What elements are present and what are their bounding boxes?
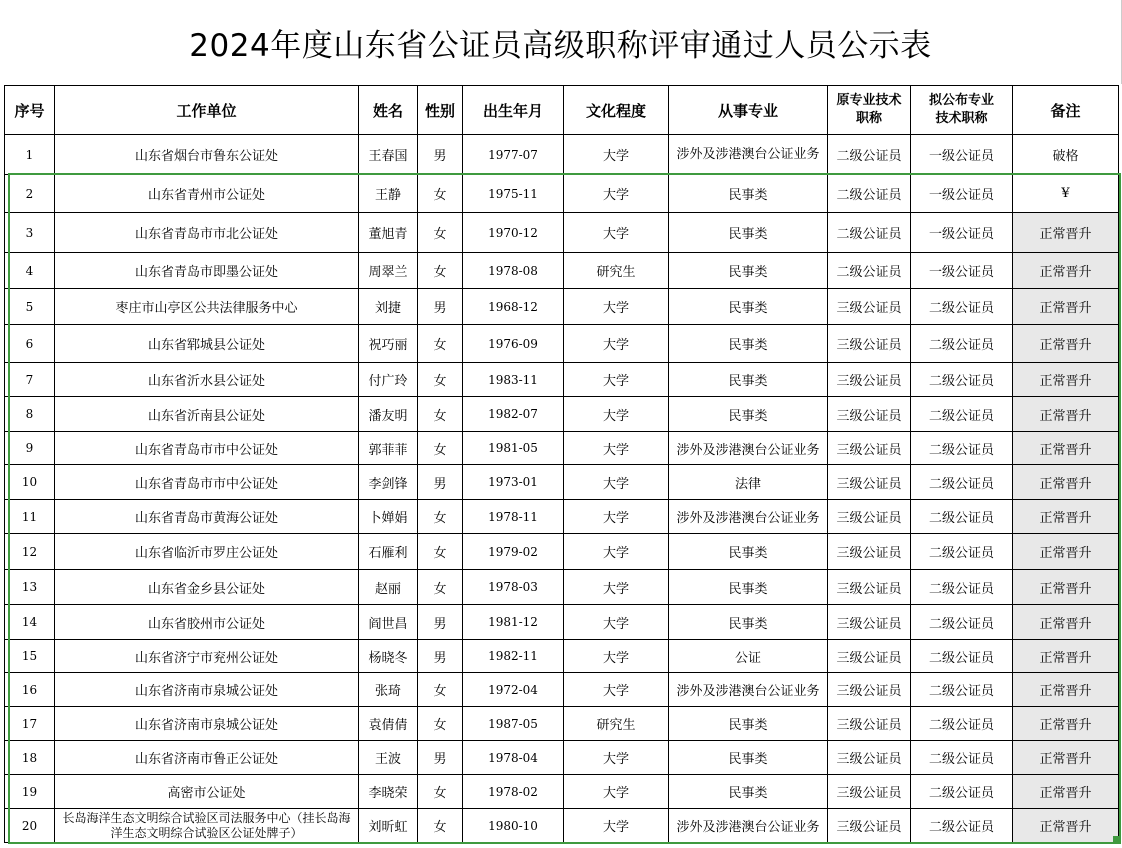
cell-major[interactable]: 涉外及涉港澳台公证业务 [669,500,828,534]
cell-proposed-title[interactable]: 二级公证员 [911,570,1013,605]
cell-name[interactable]: 阎世昌 [359,605,418,640]
cell-no[interactable]: 9 [5,432,55,465]
cell-original-title[interactable]: 三级公证员 [828,741,911,775]
table-row [5,605,1119,640]
cell-major[interactable]: 涉外及涉港澳台公证业务 [669,135,828,175]
cell-gender[interactable]: 女 [418,673,463,707]
cell-education[interactable]: 大学 [564,809,669,843]
cell-remark[interactable]: ¥ [1013,175,1119,213]
cell-remark[interactable]: 正常晋升 [1013,534,1119,570]
cell-proposed-title[interactable]: 一级公证员 [911,253,1013,289]
cell-remark[interactable]: 正常晋升 [1013,363,1119,397]
cell-education[interactable]: 大学 [564,325,669,363]
cell-original-title[interactable]: 三级公证员 [828,465,911,500]
cell-remark[interactable]: 正常晋升 [1013,741,1119,775]
cell-major[interactable]: 民事类 [669,605,828,640]
cell-remark[interactable]: 正常晋升 [1013,465,1119,500]
table-row [5,809,1119,843]
cell-proposed-title[interactable]: 二级公证员 [911,465,1013,500]
cell-unit[interactable]: 山东省临沂市罗庄公证处 [55,534,359,570]
cell-gender[interactable]: 男 [418,741,463,775]
cell-original-title[interactable]: 三级公证员 [828,809,911,843]
cell-birth[interactable]: 1972-04 [463,673,564,707]
cell-remark[interactable]: 正常晋升 [1013,500,1119,534]
cell-gender[interactable]: 男 [418,135,463,175]
cell-no[interactable]: 17 [5,707,55,741]
cell-major[interactable]: 涉外及涉港澳台公证业务 [669,809,828,843]
cell-unit[interactable]: 山东省济南市泉城公证处 [55,673,359,707]
cell-no[interactable]: 11 [5,500,55,534]
cell-birth[interactable]: 1978-08 [463,253,564,289]
cell-name[interactable]: 卜婵娟 [359,500,418,534]
cell-education[interactable]: 大学 [564,570,669,605]
cell-major[interactable]: 民事类 [669,707,828,741]
cell-proposed-title[interactable]: 二级公证员 [911,741,1013,775]
cell-unit[interactable]: 山东省青岛市即墨公证处 [55,253,359,289]
cell-proposed-title[interactable]: 二级公证员 [911,289,1013,325]
cell-birth[interactable]: 1978-11 [463,500,564,534]
cell-unit[interactable]: 山东省沂水县公证处 [55,363,359,397]
table-row [5,570,1119,605]
cell-remark[interactable]: 正常晋升 [1013,640,1119,673]
page-title: 2024年度山东省公证员高级职称评审通过人员公示表 [0,0,1122,84]
header-major[interactable]: 从事专业 [669,86,828,135]
cell-education[interactable]: 大学 [564,605,669,640]
cell-original-title[interactable]: 三级公证员 [828,534,911,570]
table-row [5,289,1119,325]
table-row [5,213,1119,253]
cell-unit[interactable]: 山东省金乡县公证处 [55,570,359,605]
cell-gender[interactable]: 女 [418,363,463,397]
cell-birth[interactable]: 1973-01 [463,465,564,500]
cell-name[interactable]: 周翠兰 [359,253,418,289]
table-row [5,175,1119,213]
cell-remark[interactable]: 正常晋升 [1013,809,1119,843]
cell-birth[interactable]: 1982-07 [463,397,564,432]
header-name[interactable]: 姓名 [359,86,418,135]
cell-unit[interactable]: 山东省沂南县公证处 [55,397,359,432]
cell-birth[interactable]: 1978-04 [463,741,564,775]
header-original-title-line1: 原专业技术 [836,93,902,108]
cell-original-title[interactable]: 三级公证员 [828,570,911,605]
cell-education[interactable]: 大学 [564,465,669,500]
header-proposed-title[interactable] [911,86,1013,135]
cell-gender[interactable]: 女 [418,707,463,741]
cell-gender[interactable]: 女 [418,534,463,570]
cell-name[interactable]: 董旭青 [359,213,418,253]
cell-unit[interactable]: 山东省青州市公证处 [55,175,359,213]
cell-name[interactable]: 王静 [359,175,418,213]
cell-original-title[interactable]: 二级公证员 [828,175,911,213]
header-original-title-line2: 职称 [855,111,882,126]
cell-birth[interactable]: 1980-10 [463,809,564,843]
cell-major[interactable]: 民事类 [669,175,828,213]
table-body [5,135,1119,843]
table-row [5,673,1119,707]
cell-gender[interactable]: 男 [418,605,463,640]
cell-major[interactable]: 民事类 [669,534,828,570]
cell-unit[interactable]: 山东省青岛市黄海公证处 [55,500,359,534]
cell-proposed-title[interactable]: 二级公证员 [911,397,1013,432]
cell-education[interactable]: 大学 [564,363,669,397]
cell-unit[interactable]: 山东省青岛市市中公证处 [55,465,359,500]
header-unit[interactable]: 工作单位 [55,86,359,135]
cell-unit[interactable]: 山东省青岛市市中公证处 [55,432,359,465]
cell-unit[interactable]: 山东省济南市泉城公证处 [55,707,359,741]
cell-unit[interactable]: 高密市公证处 [55,775,359,809]
header-proposed-title-line1: 拟公布专业 [928,93,994,108]
cell-proposed-title[interactable]: 二级公证员 [911,325,1013,363]
cell-no[interactable]: 3 [5,213,55,253]
header-original-title[interactable] [828,86,911,135]
cell-remark[interactable]: 正常晋升 [1013,432,1119,465]
cell-original-title[interactable]: 二级公证员 [828,135,911,175]
cell-unit[interactable]: 山东省胶州市公证处 [55,605,359,640]
cell-gender[interactable]: 女 [418,253,463,289]
table-row [5,775,1119,809]
cell-remark[interactable]: 正常晋升 [1013,289,1119,325]
table-row [5,432,1119,465]
cell-gender[interactable]: 女 [418,432,463,465]
cell-gender[interactable]: 男 [418,289,463,325]
cell-name[interactable]: 祝巧丽 [359,325,418,363]
table-row [5,397,1119,432]
cell-major[interactable]: 民事类 [669,253,828,289]
publicity-table [4,85,1119,843]
cell-original-title[interactable]: 三级公证员 [828,707,911,741]
table-row [5,465,1119,500]
cell-original-title[interactable]: 三级公证员 [828,605,911,640]
cell-education[interactable]: 大学 [564,213,669,253]
cell-no[interactable]: 19 [5,775,55,809]
cell-proposed-title[interactable]: 一级公证员 [911,135,1013,175]
cell-gender[interactable]: 女 [418,775,463,809]
cell-unit[interactable]: 山东省烟台市鲁东公证处 [55,135,359,175]
cell-proposed-title[interactable]: 二级公证员 [911,673,1013,707]
cell-major[interactable]: 民事类 [669,213,828,253]
cell-remark[interactable]: 正常晋升 [1013,605,1119,640]
cell-birth[interactable]: 1982-11 [463,640,564,673]
cell-birth[interactable]: 1983-11 [463,363,564,397]
cell-proposed-title[interactable]: 二级公证员 [911,605,1013,640]
cell-original-title[interactable]: 二级公证员 [828,253,911,289]
header-gender[interactable]: 性别 [418,86,463,135]
cell-unit[interactable]: 山东省青岛市市北公证处 [55,213,359,253]
cell-major[interactable]: 民事类 [669,325,828,363]
cell-no[interactable]: 4 [5,253,55,289]
cell-major[interactable]: 公证 [669,640,828,673]
table-row [5,253,1119,289]
cell-education[interactable]: 大学 [564,741,669,775]
cell-name[interactable]: 王春国 [359,135,418,175]
cell-remark[interactable]: 正常晋升 [1013,397,1119,432]
cell-education[interactable]: 大学 [564,500,669,534]
cell-proposed-title[interactable]: 二级公证员 [911,775,1013,809]
cell-birth[interactable]: 1981-12 [463,605,564,640]
cell-no[interactable]: 18 [5,741,55,775]
cell-remark[interactable]: 正常晋升 [1013,707,1119,741]
header-remark[interactable]: 备注 [1013,86,1119,135]
cell-name[interactable]: 李晓荣 [359,775,418,809]
cell-original-title[interactable]: 三级公证员 [828,500,911,534]
cell-major[interactable]: 涉外及涉港澳台公证业务 [669,673,828,707]
cell-name[interactable]: 杨晓冬 [359,640,418,673]
header-education[interactable]: 文化程度 [564,86,669,135]
cell-birth[interactable]: 1987-05 [463,707,564,741]
cell-original-title[interactable]: 二级公证员 [828,213,911,253]
cell-gender[interactable]: 女 [418,213,463,253]
cell-proposed-title[interactable]: 二级公证员 [911,640,1013,673]
cell-education[interactable]: 研究生 [564,707,669,741]
cell-remark[interactable]: 正常晋升 [1013,325,1119,363]
cell-no[interactable]: 14 [5,605,55,640]
cell-original-title[interactable]: 三级公证员 [828,397,911,432]
cell-no[interactable]: 16 [5,673,55,707]
header-no[interactable]: 序号 [5,86,55,135]
cell-education[interactable]: 大学 [564,432,669,465]
cell-remark[interactable]: 正常晋升 [1013,673,1119,707]
table-row [5,640,1119,673]
cell-no[interactable]: 7 [5,363,55,397]
cell-gender[interactable]: 女 [418,325,463,363]
table-row [5,325,1119,363]
cell-gender[interactable]: 女 [418,809,463,843]
cell-education[interactable]: 大学 [564,175,669,213]
cell-no[interactable]: 13 [5,570,55,605]
cell-no[interactable]: 20 [5,809,55,843]
cell-no[interactable]: 6 [5,325,55,363]
cell-birth[interactable]: 1978-03 [463,570,564,605]
cell-unit[interactable]: 山东省济南市鲁正公证处 [55,741,359,775]
cell-birth[interactable]: 1978-02 [463,775,564,809]
cell-original-title[interactable]: 三级公证员 [828,775,911,809]
cell-proposed-title[interactable]: 二级公证员 [911,500,1013,534]
fill-handle[interactable] [1113,836,1120,843]
cell-name[interactable]: 付广玲 [359,363,418,397]
cell-birth[interactable]: 1981-05 [463,432,564,465]
cell-proposed-title[interactable]: 一级公证员 [911,175,1013,213]
cell-birth[interactable]: 1976-09 [463,325,564,363]
cell-no[interactable]: 2 [5,175,55,213]
cell-proposed-title[interactable]: 二级公证员 [911,809,1013,843]
cell-gender[interactable]: 女 [418,175,463,213]
cell-proposed-title[interactable]: 二级公证员 [911,432,1013,465]
cell-original-title[interactable]: 三级公证员 [828,673,911,707]
cell-education[interactable]: 大学 [564,673,669,707]
cell-original-title[interactable]: 三级公证员 [828,432,911,465]
cell-remark[interactable]: 正常晋升 [1013,775,1119,809]
cell-major[interactable]: 民事类 [669,775,828,809]
table-row [5,741,1119,775]
cell-birth[interactable]: 1968-12 [463,289,564,325]
cell-remark[interactable]: 正常晋升 [1013,253,1119,289]
table-row [5,363,1119,397]
cell-name[interactable]: 赵丽 [359,570,418,605]
cell-gender[interactable]: 女 [418,397,463,432]
cell-proposed-title[interactable]: 二级公证员 [911,363,1013,397]
cell-gender[interactable]: 男 [418,640,463,673]
cell-no[interactable]: 10 [5,465,55,500]
cell-major[interactable]: 民事类 [669,397,828,432]
cell-education[interactable]: 大学 [564,289,669,325]
cell-name[interactable]: 王波 [359,741,418,775]
cell-original-title[interactable]: 三级公证员 [828,363,911,397]
cell-major[interactable]: 民事类 [669,363,828,397]
cell-major[interactable]: 涉外及涉港澳台公证业务 [669,432,828,465]
cell-education[interactable]: 大学 [564,775,669,809]
cell-no[interactable]: 8 [5,397,55,432]
cell-major[interactable]: 民事类 [669,570,828,605]
table-row [5,135,1119,175]
cell-name[interactable]: 刘捷 [359,289,418,325]
cell-education[interactable]: 研究生 [564,253,669,289]
cell-original-title[interactable]: 三级公证员 [828,640,911,673]
cell-name[interactable]: 张琦 [359,673,418,707]
table-row [5,500,1119,534]
cell-major[interactable]: 法律 [669,465,828,500]
cell-name[interactable]: 潘友明 [359,397,418,432]
cell-name[interactable]: 刘昕虹 [359,809,418,843]
cell-name[interactable]: 郭菲菲 [359,432,418,465]
cell-remark[interactable]: 破格 [1013,135,1119,175]
cell-education[interactable]: 大学 [564,135,669,175]
table-row [5,707,1119,741]
cell-proposed-title[interactable]: 二级公证员 [911,534,1013,570]
cell-education[interactable]: 大学 [564,534,669,570]
cell-proposed-title[interactable]: 二级公证员 [911,707,1013,741]
cell-remark[interactable]: 正常晋升 [1013,570,1119,605]
cell-original-title[interactable]: 三级公证员 [828,325,911,363]
cell-major[interactable]: 民事类 [669,741,828,775]
cell-major[interactable]: 民事类 [669,289,828,325]
cell-unit[interactable]: 山东省济宁市兖州公证处 [55,640,359,673]
header-proposed-title-line2: 技术职称 [935,111,988,126]
cell-remark[interactable]: 正常晋升 [1013,213,1119,253]
cell-education[interactable]: 大学 [564,397,669,432]
cell-name[interactable]: 石雁利 [359,534,418,570]
cell-no[interactable]: 12 [5,534,55,570]
cell-unit[interactable]: 枣庄市山亭区公共法律服务中心 [55,289,359,325]
cell-name[interactable]: 袁倩倩 [359,707,418,741]
cell-birth[interactable]: 1977-07 [463,135,564,175]
cell-birth[interactable]: 1975-11 [463,175,564,213]
cell-name[interactable]: 李剑锋 [359,465,418,500]
header-row [5,86,1119,135]
cell-education[interactable]: 大学 [564,640,669,673]
cell-gender[interactable]: 女 [418,500,463,534]
cell-birth[interactable]: 1970-12 [463,213,564,253]
cell-no[interactable]: 1 [5,135,55,175]
cell-original-title[interactable]: 三级公证员 [828,289,911,325]
cell-unit[interactable]: 长岛海洋生态文明综合试验区司法服务中心（挂长岛海洋生态文明综合试验区公证处牌子） [55,809,359,843]
cell-no[interactable]: 5 [5,289,55,325]
cell-gender[interactable]: 男 [418,465,463,500]
cell-birth[interactable]: 1979-02 [463,534,564,570]
header-birth[interactable]: 出生年月 [463,86,564,135]
cell-no[interactable]: 15 [5,640,55,673]
cell-proposed-title[interactable]: 一级公证员 [911,213,1013,253]
cell-unit[interactable]: 山东省郓城县公证处 [55,325,359,363]
cell-gender[interactable]: 女 [418,570,463,605]
table-row [5,534,1119,570]
